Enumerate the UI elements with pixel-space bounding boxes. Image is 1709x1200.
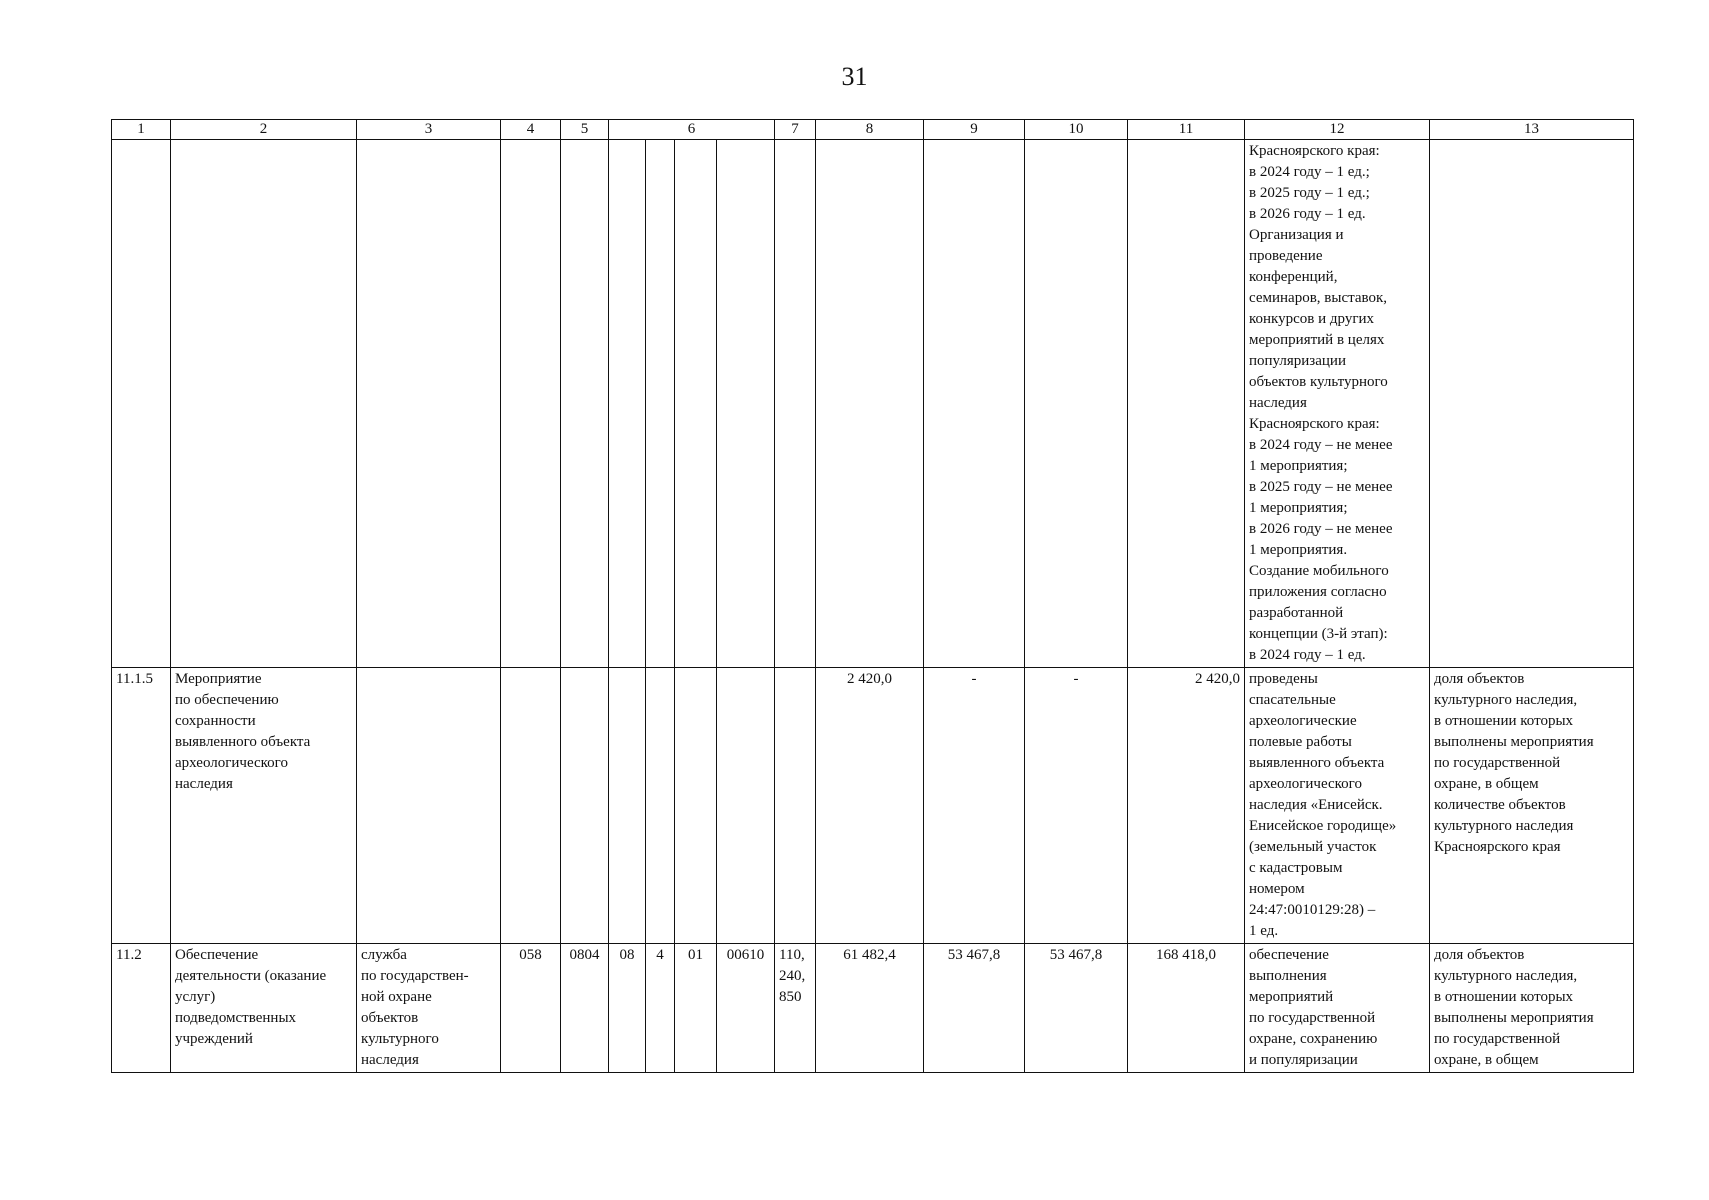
header-col-1: 1	[112, 120, 171, 140]
csr-code-part-2	[646, 140, 675, 668]
rzpr-code-cell: 0804	[561, 944, 609, 1073]
header-col-5: 5	[561, 120, 609, 140]
row-number-cell: 11.2	[112, 944, 171, 1073]
indicator-cell	[1430, 140, 1634, 668]
row-number-cell: 11.1.5	[112, 668, 171, 944]
csr-code-part-2	[646, 668, 675, 944]
header-col-11: 11	[1128, 120, 1245, 140]
grbs-code-cell: 058	[501, 944, 561, 1073]
header-col-6: 6	[609, 120, 775, 140]
csr-code-part-3	[675, 140, 717, 668]
grbs-code-cell	[501, 140, 561, 668]
table-row	[112, 140, 1634, 668]
header-col-3: 3	[357, 120, 501, 140]
header-col-2: 2	[171, 120, 357, 140]
rzpr-code-cell	[561, 140, 609, 668]
amount-2025-cell: -	[924, 668, 1025, 944]
row-number-cell	[112, 140, 171, 668]
amount-2024-cell: 61 482,4	[816, 944, 924, 1073]
vr-code-cell: 110, 240, 850	[775, 944, 816, 1073]
amount-total-cell: 2 420,0	[1128, 668, 1245, 944]
amount-2024-cell: 2 420,0	[816, 668, 924, 944]
indicator-cell: доля объектов культурного наследия, в отношении которых выполнены мероприятия по государственной охране, в общем	[1430, 944, 1634, 1073]
csr-code-part-1	[609, 140, 646, 668]
activity-name-cell: Мероприятие по обеспечению сохранности выявленного объекта археологического наследия	[171, 668, 357, 944]
amount-2026-cell	[1025, 140, 1128, 668]
header-col-12: 12	[1245, 120, 1430, 140]
csr-code-part-2: 4	[646, 944, 675, 1073]
header-col-8: 8	[816, 120, 924, 140]
amount-2026-cell: 53 467,8	[1025, 944, 1128, 1073]
csr-code-part-4: 00610	[717, 944, 775, 1073]
expected-result-cell: Красноярского края: в 2024 году – 1 ед.; в 2025 году – 1 ед.; в 2026 году – 1 ед. Организация и проведение конференций, семинаров, выставок, конкурсов и других мероприятий в целях популяризации объектов культурного наследия Красноярского края: в 2024 году – не менее 1 мероприятия; в 2025 году – не менее 1 мероприятия; в 2026 году – не менее 1 мероприятия. Создание мобильного приложения согласно разработанной концепции (3-й этап): в 2024 году – 1 ед.	[1245, 140, 1430, 668]
administrator-cell	[357, 668, 501, 944]
csr-code-part-4	[717, 668, 775, 944]
program-table	[111, 119, 1634, 1073]
grbs-code-cell	[501, 668, 561, 944]
page-number: 31	[841, 62, 868, 91]
vr-code-cell	[775, 668, 816, 944]
expected-result-cell: обеспечение выполнения мероприятий по государственной охране, сохранению и популяризации	[1245, 944, 1430, 1073]
activity-name-cell	[171, 140, 357, 668]
csr-code-part-3: 01	[675, 944, 717, 1073]
amount-2025-cell	[924, 140, 1025, 668]
indicator-cell: доля объектов культурного наследия, в отношении которых выполнены мероприятия по государственной охране, в общем количестве объектов культурного наследия Красноярского края	[1430, 668, 1634, 944]
table-row	[112, 668, 1634, 944]
amount-total-cell	[1128, 140, 1245, 668]
administrator-cell	[357, 140, 501, 668]
amount-2026-cell: -	[1025, 668, 1128, 944]
csr-code-part-1	[609, 668, 646, 944]
header-col-13: 13	[1430, 120, 1634, 140]
csr-code-part-3	[675, 668, 717, 944]
vr-code-cell	[775, 140, 816, 668]
header-col-7: 7	[775, 120, 816, 140]
header-col-4: 4	[501, 120, 561, 140]
administrator-cell: служба по государствен- ной охране объектов культурного наследия	[357, 944, 501, 1073]
table-row	[112, 944, 1634, 1073]
activity-name-cell: Обеспечение деятельности (оказание услуг) подведомственных учреждений	[171, 944, 357, 1073]
amount-total-cell: 168 418,0	[1128, 944, 1245, 1073]
csr-code-part-1: 08	[609, 944, 646, 1073]
expected-result-cell: проведены спасательные археологические полевые работы выявленного объекта археологического наследия «Енисейск. Енисейское городище» (земельный участок с кадастровым номером 24:47:0010129:28) – 1 ед.	[1245, 668, 1430, 944]
header-col-10: 10	[1025, 120, 1128, 140]
amount-2025-cell: 53 467,8	[924, 944, 1025, 1073]
amount-2024-cell	[816, 140, 924, 668]
header-row	[112, 120, 1634, 140]
rzpr-code-cell	[561, 668, 609, 944]
header-col-9: 9	[924, 120, 1025, 140]
csr-code-part-4	[717, 140, 775, 668]
